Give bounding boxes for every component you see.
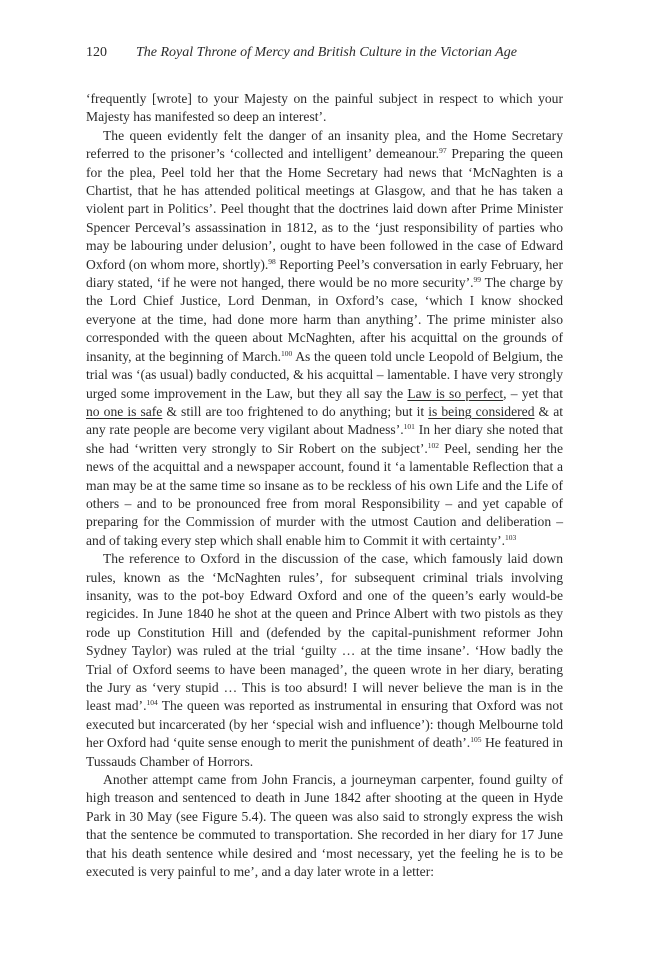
text-run: Peel, sending her the news of the acquittal and a newspaper account, found it ‘a lamentable Reflection that a man may be at the same time so insane as to be reckless of his own Life and the Life of others – and to be pronounced free from moral Responsibility – and yet capable of preparing for the Commission of murder with the utmost Caution and deliberation – and of taking every step which shall enable him to Commit it with certainty’. <box>86 440 563 548</box>
footnote-ref: 100 <box>281 348 293 358</box>
paragraph <box>86 90 563 127</box>
text-run: & still are too frightened to do anything; but it <box>162 403 429 419</box>
running-title: The Royal Throne of Mercy and British Culture in the Victorian Age <box>136 45 517 60</box>
text-run: As the queen told uncle Leopold of Belgium, the trial was ‘(as usual) badly conducted, & his acquittal – lamentable. I have very strongly urged some improvement in the Law, but they all say the <box>86 348 563 401</box>
underlined-phrase: no one is safe <box>86 403 163 419</box>
text-run: Preparing the queen for the plea, Peel told her that the Home Secretary had news that ‘McNaghten is a Chartist, that he has attended political meetings at Glasgow, and that he has taken a violent part in Politics’. Peel thought that the doctrines laid down after Prime Minister Spencer Perceval’s assassination in 1812, as to the ‘just responsibility of parties who may be labouring under delusion’, ought to have been followed in the case of Edward Oxford (on whom more, shortly). <box>86 146 563 272</box>
body-text <box>86 90 563 881</box>
footnote-ref: 101 <box>403 422 415 432</box>
text-run: The charge by the Lord Chief Justice, Lord Denman, in Oxford’s case, ‘which I know shocked everyone at the time, had done more harm than anything’. The prime minister also corresponded with the queen about McNaghten, after his acquittal on the grounds of insanity, at the beginning of March. <box>86 275 563 364</box>
footnote-ref: 105 <box>470 735 482 745</box>
text-run: In her diary she noted that she had ‘written very strongly to Sir Robert on the subject’. <box>86 422 564 456</box>
text-run: , – yet that <box>503 385 563 401</box>
underlined-phrase: Law is so perfect <box>407 385 504 401</box>
page-number: 120 <box>86 45 107 60</box>
paragraph <box>86 550 563 771</box>
text-run: The queen was reported as instrumental in ensuring that Oxford was not executed but incarcerated (by her ‘special wish and influence’): though Melbourne told her Oxford had ‘quite sense enough to merit the punishment of death’. <box>86 698 563 751</box>
footnote-ref: 97 <box>439 146 447 156</box>
text-run: The queen evidently felt the danger of an insanity plea, and the Home Secretary referred to the prisoner’s ‘collected and intelligent’ demeanour. <box>86 127 563 162</box>
footnote-ref: 104 <box>146 698 158 708</box>
footnote-ref: 98 <box>268 256 276 266</box>
text-run: The reference to Oxford in the discussion of the case, which famously laid down rules, known as the ‘McNaghten rules’, for subsequent criminal trials involving insanity, was to the pot-boy Edward Oxford and one of the queen’s early would-be regicides. In June 1840 he shot at the queen and Prince Albert with two pistols as they rode up Constitution Hill and (defended by the capital-punishment reformer John Sydney Taylor) was ruled at the trial ‘guilty … at the time insane’. ‘How badly the Trial of Oxford seems to have been managed’, the queen wrote in her diary, berating the Jury as ‘very stupid … This is too absurd! I will never believe the man is in the least mad’. <box>86 551 563 714</box>
paragraph <box>86 771 563 881</box>
text-run: He featured in Tussauds Chamber of Horrors. <box>86 735 563 769</box>
underlined-phrase: is being considered <box>428 403 535 419</box>
running-head <box>86 44 566 62</box>
text-run: Reporting Peel’s conversation in early February, her diary stated, ‘if he were not hanged, there would be no more security’. <box>86 256 563 291</box>
text-run: ‘frequently [wrote] to your Majesty on the painful subject in respect to which your Majesty has manifested so deep an interest’. <box>86 91 563 125</box>
paragraph <box>86 127 563 550</box>
footnote-ref: 102 <box>427 440 440 450</box>
footnote-ref: 103 <box>505 532 517 542</box>
text-run: & at any rate people are become very vigilant about Madness’. <box>86 403 563 438</box>
footnote-ref: 99 <box>473 275 482 285</box>
text-run: Another attempt came from John Francis, a journeyman carpenter, found guilty of high treason and sentenced to death in June 1842 after shooting at the queen in Hyde Park in 30 May (see Figure 5.4). The queen was also said to strongly express the wish that the sentence be commuted to transportation. She recorded in her diary for 17 June that his death sentence while desired and ‘most necessary, yet the feeling he is to be executed is very painful to me’, and a day later wrote in a letter: <box>86 772 563 880</box>
